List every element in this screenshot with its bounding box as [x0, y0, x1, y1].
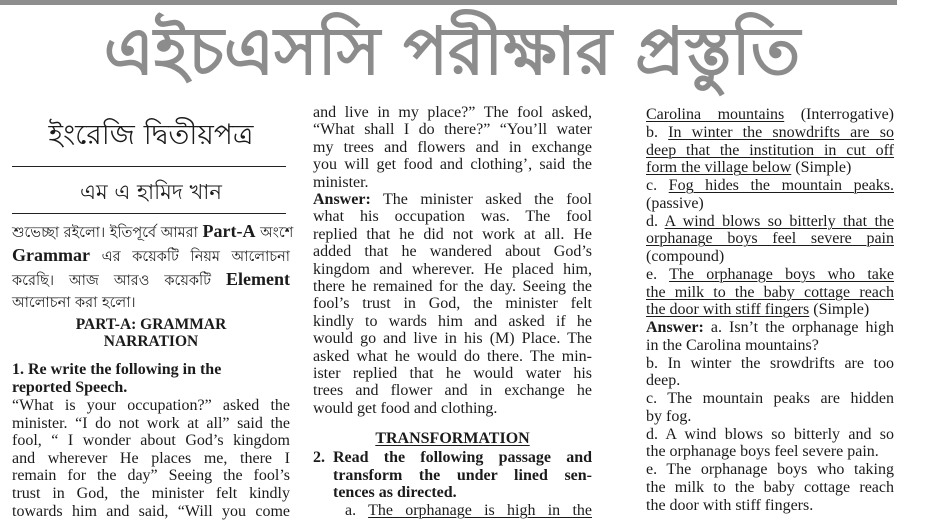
passage-line: you will get food and clothing’, said the — [313, 156, 592, 174]
intro-keyword: Grammar — [12, 245, 90, 265]
answer-line: trees and flower and in exchange he — [313, 382, 592, 400]
answer-line: by fog. — [646, 407, 692, 425]
answer-line: c. The mountain peaks are hidden — [646, 390, 894, 407]
intro-line — [12, 243, 290, 267]
intro-text: আলোচনা করা হলো। — [12, 295, 136, 311]
answer-line: would go and live in his (M) Place. The — [313, 330, 592, 348]
item-line — [646, 284, 894, 302]
answer-line: the orphanage boys feel severe pain. — [646, 443, 879, 461]
answer-text: a. Isn’t the orphanage high — [710, 319, 894, 336]
item-label: c. — [646, 177, 658, 194]
item-line — [646, 142, 894, 160]
answer-line: kindly to wards him and asked if he — [313, 312, 592, 330]
item-underlined-text: the milk to the baby cottage reach — [646, 283, 894, 301]
item-line — [646, 230, 894, 248]
item-label: b. — [646, 123, 658, 141]
transformation-title-line — [313, 430, 592, 448]
item-underlined-text: Carolina mountains — [646, 106, 785, 123]
passage-line: trust in God, the minister felt kindly — [12, 484, 290, 502]
passage-line: towards him and said, “Will you come — [12, 502, 290, 520]
question-line: transform the under lined sen- — [333, 466, 592, 484]
passage-line: remain for the day” Seeing the fool’s — [12, 467, 290, 485]
item-underlined-text: deep that the institution in cut off — [646, 141, 894, 159]
item-underlined-text: form the village below — [646, 159, 792, 177]
intro-keyword: Element — [226, 269, 290, 289]
passage-line: fool, “ I wonder about God’s kingdom — [12, 432, 290, 450]
intro-text: অংশে — [255, 225, 294, 241]
item-direction: (Simple) — [813, 301, 870, 319]
passage-line: “What is your occupation?” asked the — [12, 397, 290, 414]
intro-keyword: Part-A — [202, 221, 256, 241]
divider — [12, 213, 286, 214]
intro-text: এর কয়েকটি নিয়ম আলোচনা — [89, 249, 290, 265]
section-subtitle: NARRATION — [103, 333, 199, 350]
question-heading-line: 1. Re write the following in the — [12, 361, 222, 378]
item-line — [646, 248, 894, 266]
item-label: a. — [345, 502, 357, 519]
question-2 — [313, 449, 592, 502]
intro-line — [12, 219, 294, 243]
answer-line: would get food and clothing. — [313, 399, 498, 417]
answer-line: deep. — [646, 372, 681, 390]
intro-text: শুভেচ্ছা রইলো। ইতিপূর্বে আমরা — [12, 225, 203, 241]
answer-line — [646, 319, 894, 337]
passage-line: and wherever He places me, there I — [12, 449, 290, 467]
item-underlined-text: In winter the snowdrifts are so — [668, 123, 894, 141]
divider — [12, 166, 286, 167]
question-number: 2. — [313, 449, 325, 466]
question-line: tences as directed. — [333, 484, 457, 501]
answer-line: there he remained for the day. Seeing the — [313, 277, 592, 295]
answer-1 — [313, 191, 592, 417]
item-label: e. — [646, 265, 658, 283]
item-line — [646, 159, 894, 177]
column-left — [12, 0, 294, 528]
item-line — [646, 177, 894, 195]
answer-text: The minister asked the fool — [382, 191, 592, 208]
question-2-text — [333, 449, 592, 502]
item-line — [646, 213, 894, 231]
answer-line: fool’s trust in God, the minister felt — [313, 295, 592, 313]
item-direction: (Simple) — [795, 159, 852, 177]
passage-line: my trees and flowers and in exchange — [313, 138, 592, 156]
answer-line: added that he wandered about God’s — [313, 243, 592, 261]
subject-heading: ইংরেজি দ্বিতীয়পত্র — [48, 118, 254, 151]
answer-line: asked what he would do there. The min- — [313, 347, 592, 365]
intro-text: করেছি। আজ আরও কয়েকটি — [12, 273, 227, 289]
question-1-passage — [12, 397, 290, 520]
item-underlined-text: orphanage boys feel severe pain — [646, 230, 894, 248]
item-direction: (passive) — [646, 194, 704, 212]
answer-line: replied that he did not work at all. He — [313, 225, 592, 243]
section-title: PART-A: GRAMMAR — [75, 316, 227, 333]
answer-line: kingdom and wherever. He placed him, — [313, 260, 592, 278]
item-underlined-text: A wind blows so bitterly that the — [664, 212, 894, 230]
passage-line: minister. “I do not work at all” said the — [12, 414, 290, 432]
item-line — [646, 195, 894, 213]
section-heading — [12, 316, 290, 350]
intro-line — [12, 291, 290, 315]
answer-label: Answer: — [313, 191, 371, 208]
answer-line: in the Carolina mountains? — [646, 336, 819, 354]
intro-line — [12, 267, 290, 291]
question-line: Read the following passage and — [333, 449, 592, 466]
item-direction: (compound) — [646, 248, 725, 265]
answer-label: Answer: — [646, 319, 704, 336]
question-heading-line: reported Speech. — [12, 378, 128, 396]
item-underlined-text: The orphanage boys who take — [669, 265, 895, 283]
column-right — [646, 0, 894, 528]
item-label: d. — [646, 212, 658, 230]
item-underlined-text: the door with stiff fingers — [646, 301, 810, 319]
column-middle — [313, 0, 592, 528]
item-line — [646, 301, 894, 319]
answer-line — [313, 191, 592, 208]
answer-line: e. The orphanage boys who taking — [646, 461, 894, 478]
transformation-heading — [313, 430, 592, 448]
passage-line: minister. — [313, 173, 369, 191]
answer-line: ister replied that he would water his — [313, 364, 592, 382]
question-1-passage-continued — [313, 104, 592, 191]
item-line — [646, 106, 894, 124]
item-direction: (Interrogative) — [800, 106, 894, 123]
author-name: এম এ হামিদ খান — [80, 180, 222, 204]
item-underlined-text: The orphanage is high in the — [368, 502, 592, 519]
transformation-items-and-answers — [646, 106, 894, 514]
answer-line: d. A wind blows so bitterly and so — [646, 425, 894, 443]
item-line — [646, 124, 894, 142]
intro-paragraph — [12, 219, 294, 315]
answer-line: the door with stiff fingers. — [646, 496, 814, 514]
passage-line: “What shall I do there?” “You’ll water — [313, 121, 592, 139]
answer-line: b. In winter the srowdrifts are too — [646, 354, 894, 372]
transformation-title: TRANSFORMATION — [375, 430, 530, 447]
answer-line: the milk to the baby cottage reach — [646, 478, 894, 496]
item-a — [313, 502, 592, 520]
item-line — [646, 266, 894, 284]
passage-line: and live in my place?” The fool asked, — [313, 104, 592, 121]
page-title: এইচএসসি পরীক্ষার প্রস্তুতি — [103, 13, 801, 90]
answer-line: what his occupation was. The fool — [313, 208, 592, 226]
item-line — [345, 502, 592, 520]
item-underlined-text: Fog hides the mountain peaks. — [668, 177, 894, 194]
question-1-heading — [12, 361, 290, 396]
